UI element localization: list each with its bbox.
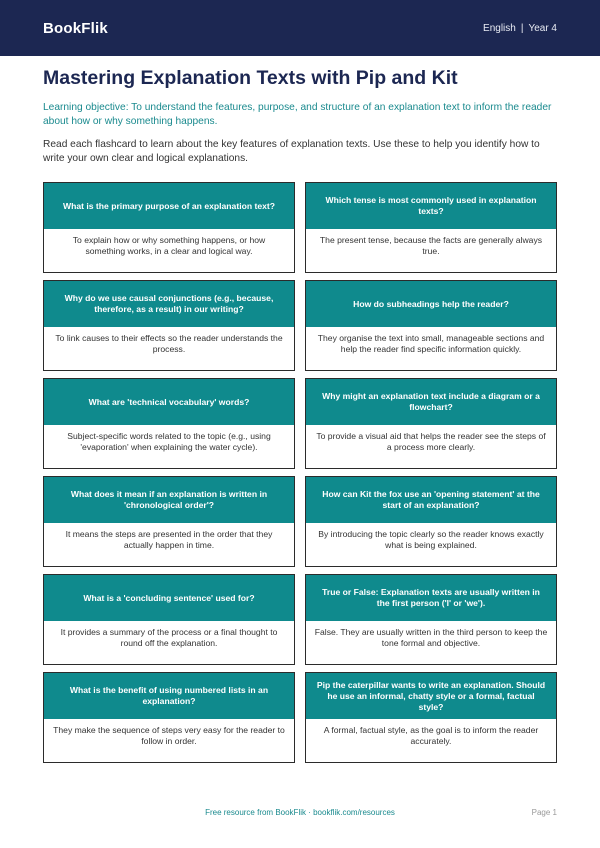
flashcard-question: How can Kit the fox use an 'opening statement' at the start of an explanation? [306,477,556,523]
flashcard-answer: To provide a visual aid that helps the reader see the steps of a process more clearly. [316,431,546,452]
flashcard [305,574,557,665]
flashcard-question: Why do we use causal conjunctions (e.g., because, therefore, as a result) in our writing? [44,281,294,327]
flashcard-answer: By introducing the topic clearly so the reader knows exactly what is being explained. [318,529,544,550]
flashcard-answer: Subject-specific words related to the topic (e.g., using 'evaporation' when explaining the water cycle). [67,431,271,452]
flashcard-answer: To link causes to their effects so the reader understands the process. [55,333,283,354]
flashcard [305,182,557,273]
flashcard-question: Which tense is most commonly used in explanation texts? [306,183,556,229]
flashcard-question: What is a 'concluding sentence' used for? [44,575,294,621]
flashcard [43,182,295,273]
flashcard [43,574,295,665]
flashcard [305,378,557,469]
subject-year [483,23,557,34]
flashcard [43,476,295,567]
flashcard-answer: It means the steps are presented in the order that they actually happen in time. [65,529,273,550]
flashcard-answer: To explain how or why something happens, or how something works, in a clear and logical way. [72,235,266,256]
flashcard [43,280,295,371]
page-title: Mastering Explanation Texts with Pip and Kit [43,67,458,89]
flashcard-answer: They make the sequence of steps very easy for the reader to follow in order. [53,725,285,746]
flashcard-grid [43,182,557,763]
flashcard-question: What are 'technical vocabulary' words? [44,379,294,425]
intro-text: Read each flashcard to learn about the key features of explanation texts. Use these to help you identify how to write your own clear and logical explanations. [43,139,540,164]
flashcard-question: What is the primary purpose of an explanation text? [44,183,294,229]
flashcard-question: Why might an explanation text include a diagram or a flowchart? [306,379,556,425]
top-bar [0,0,600,56]
flashcard-question: True or False: Explanation texts are usually written in the first person ('I' or 'we'). [306,575,556,621]
flashcard-question: Pip the caterpillar wants to write an explanation. Should he use an informal, chatty style or a formal, factual style? [306,673,556,719]
subject-label: English [483,22,516,34]
brand-logo: BookFlik [43,19,108,37]
meta-separator: | [520,22,524,34]
flashcard-answer: False. They are usually written in the third person to keep the tone formal and objective. [314,627,548,648]
learning-objective: Learning objective: To understand the features, purpose, and structure of an explanation text to inform the reader about how or why something happens. [43,102,552,127]
page-number: Page 1 [531,808,557,817]
flashcard [43,672,295,763]
flashcard [305,476,557,567]
flashcard-answer: They organise the text into small, manageable sections and help the reader find specific information quickly. [317,333,545,354]
flashcard-question: What does it mean if an explanation is written in 'chronological order'? [44,477,294,523]
flashcard-question: What is the benefit of using numbered lists in an explanation? [44,673,294,719]
flashcard [305,280,557,371]
flashcard-answer: A formal, factual style, as the goal is to inform the reader accurately. [323,725,539,746]
flashcard [305,672,557,763]
year-label: Year 4 [528,22,557,34]
flashcard-question: How do subheadings help the reader? [306,281,556,327]
flashcard-answer: It provides a summary of the process or a final thought to round off the explanation. [60,627,278,648]
flashcard [43,378,295,469]
flashcard-answer: The present tense, because the facts are generally always true. [319,235,543,256]
footer-link[interactable]: Free resource from BookFlik · bookflik.com/resources [205,808,395,817]
